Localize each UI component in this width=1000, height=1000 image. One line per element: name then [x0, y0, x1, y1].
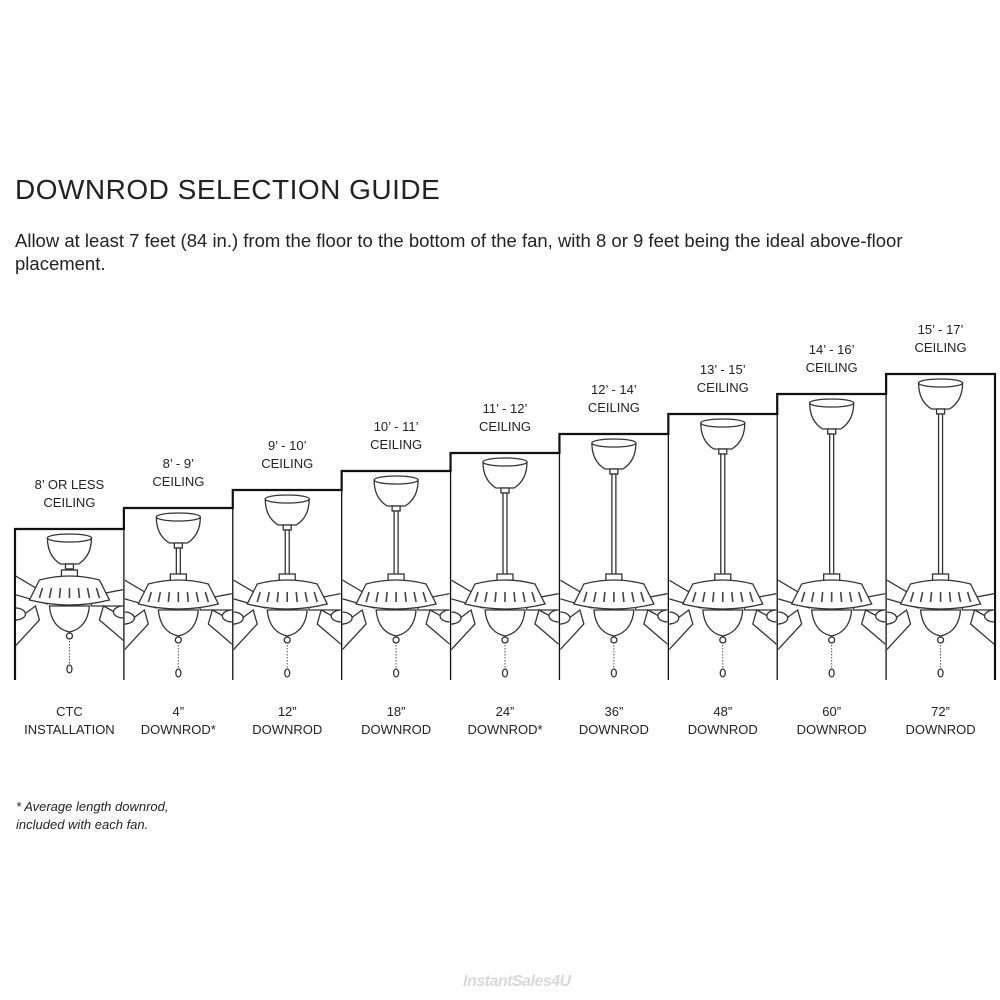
footnote-line-2: included with each fan.	[16, 817, 149, 832]
ceiling-label: CEILING	[696, 380, 749, 395]
downrod-length-label: 12”	[277, 704, 297, 719]
fan-column	[519, 382, 708, 737]
fan-column	[737, 342, 926, 737]
downrod	[830, 434, 834, 576]
downrod-length-label: 60”	[822, 704, 842, 719]
downrod-length-label: 24”	[495, 704, 515, 719]
ceiling-label: CEILING	[370, 437, 423, 452]
ceiling-label: CEILING	[914, 340, 967, 355]
downrod-label: DOWNROD	[796, 722, 867, 737]
downrod-label: DOWNROD	[361, 722, 432, 737]
switch-housing	[485, 610, 525, 636]
ceiling-range-label: 8’ OR LESS	[34, 477, 105, 492]
switch-housing	[703, 610, 743, 636]
ceiling-range-label: 9’ - 10’	[267, 438, 307, 453]
ceiling-label: CEILING	[587, 400, 640, 415]
guide-intro: Allow at least 7 feet (84 in.) from the floor to the bottom of the fan, with 8 or 9 feet being the ideal above-floor placement.	[15, 230, 903, 274]
downrod-length-label: 72”	[931, 704, 950, 719]
ceiling-fan-icon	[846, 379, 1000, 677]
downrod-length-label: 4”	[172, 704, 185, 719]
switch-housing	[594, 610, 634, 636]
downrod	[503, 493, 507, 576]
ceiling-range-label: 15’ - 17’	[917, 322, 964, 337]
downrod-label: DOWNROD*	[467, 722, 543, 737]
downrod-length-label: 18”	[386, 704, 406, 719]
downrod-label: INSTALLATION	[24, 722, 115, 737]
switch-housing	[267, 610, 307, 636]
downrod-label: DOWNROD	[687, 722, 758, 737]
watermark-logo: InstantSales4U	[463, 973, 571, 990]
downrod-length-label: 48”	[713, 704, 733, 719]
fan-column	[0, 477, 164, 737]
downrod-length-label: 36”	[604, 704, 624, 719]
downrod	[939, 414, 943, 576]
downrod-label: DOWNROD*	[140, 722, 216, 737]
fan-column	[411, 401, 600, 737]
switch-housing	[158, 610, 198, 636]
fan-column	[302, 419, 491, 737]
downrod-length-label: CTC	[56, 704, 83, 719]
ceiling-range-label: 14’ - 16’	[808, 342, 855, 357]
downrod-label: DOWNROD	[578, 722, 649, 737]
ceiling-label: CEILING	[43, 495, 96, 510]
switch-housing	[812, 610, 852, 636]
downrod-diagram	[0, 300, 1000, 760]
guide-title: DOWNROD SELECTION GUIDE	[15, 174, 441, 205]
downrod	[721, 454, 725, 576]
ceiling-range-label: 11’ - 12’	[482, 401, 528, 416]
switch-housing	[921, 610, 961, 636]
fan-column	[628, 362, 817, 737]
downrod	[176, 548, 180, 576]
downrod	[612, 474, 616, 576]
ceiling-range-label: 13’ - 15’	[699, 362, 746, 377]
ceiling-label: CEILING	[152, 474, 205, 489]
footnote-line-1: * Average length downrod,	[16, 799, 169, 814]
ceiling-fan-icon	[411, 458, 600, 677]
downrod	[285, 530, 289, 576]
ceiling-range-label: 8’ - 9’	[162, 456, 194, 471]
ceiling-label: CEILING	[261, 456, 314, 471]
switch-housing	[376, 610, 416, 636]
ceiling-label: CEILING	[805, 360, 858, 375]
downrod-label: DOWNROD	[252, 722, 323, 737]
fan-column	[846, 322, 1000, 737]
footnote	[16, 798, 169, 834]
ceiling-fan-icon	[519, 439, 708, 677]
downrod-label: DOWNROD	[905, 722, 976, 737]
ceiling-range-label: 10’ - 11’	[373, 419, 419, 434]
switch-housing	[49, 606, 89, 632]
ceiling-label: CEILING	[478, 419, 532, 434]
ceiling-fan-icon	[302, 476, 491, 677]
downrod	[394, 511, 398, 576]
ceiling-range-label: 12’ - 14’	[590, 382, 637, 397]
